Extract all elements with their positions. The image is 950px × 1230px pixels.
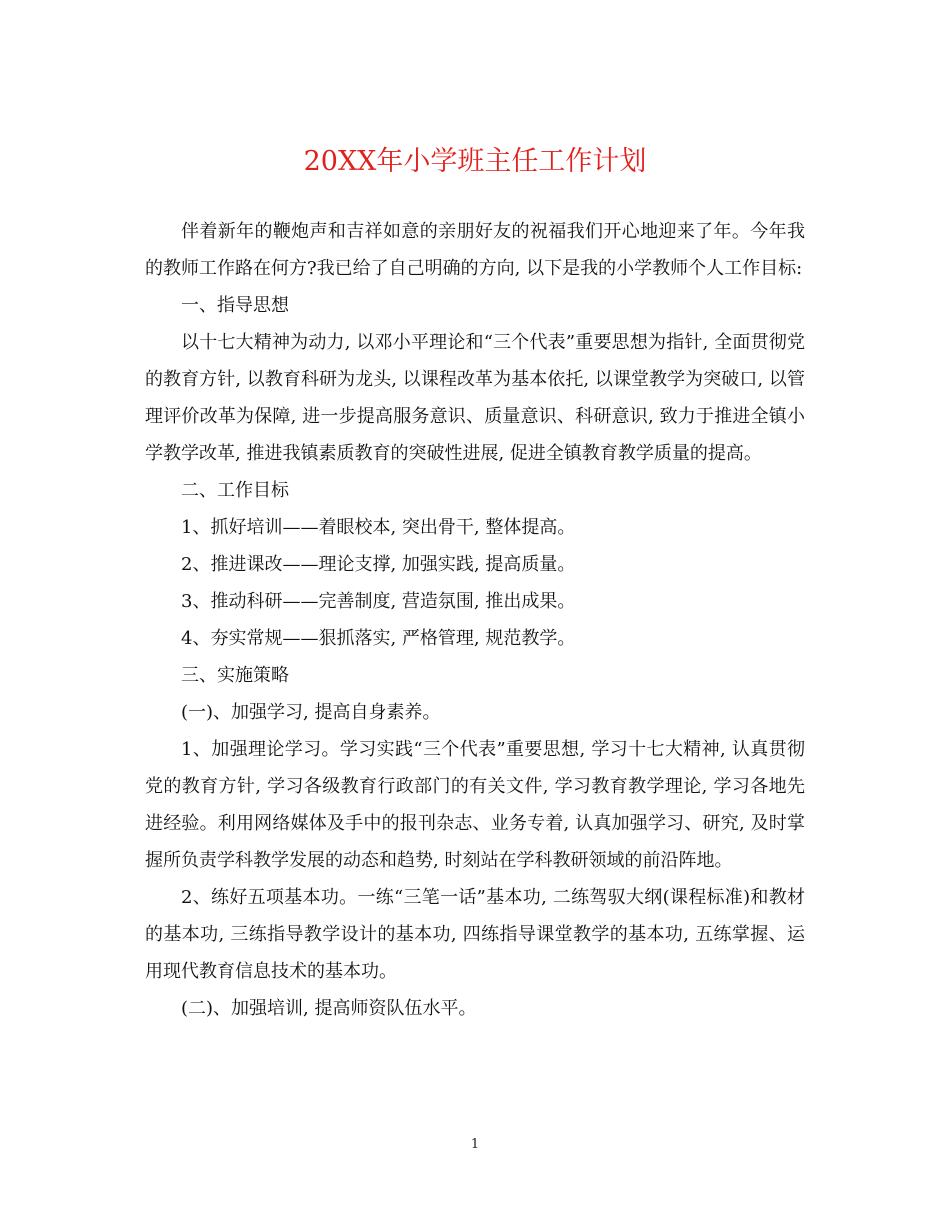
document-title: 20XX年小学班主任工作计划 <box>303 146 647 177</box>
goal-item: 1、抓好培训——着眼校本, 突出骨干, 整体提高。 <box>181 517 576 538</box>
section-heading-guiding-ideology: 一、指导思想 <box>181 295 289 316</box>
section-heading-work-goals: 二、工作目标 <box>181 480 289 501</box>
section-heading-strategies: 三、实施策略 <box>181 665 289 686</box>
subsection-heading: (二)、加强培训, 提高师资队伍水平。 <box>181 998 477 1019</box>
document-body <box>145 213 805 1027</box>
intro-paragraph: 伴着新年的鞭炮声和吉祥如意的亲朋好友的祝福我们开心地迎来了年。今年我的教师工作路在何方?我已给了自己明确的方向, 以下是我的小学教师个人工作目标: <box>145 221 805 279</box>
goal-item: 4、夯实常规——狠抓落实, 严格管理, 规范教学。 <box>181 628 576 649</box>
subsection-heading: (一)、加强学习, 提高自身素养。 <box>181 702 441 723</box>
guiding-ideology-paragraph: 以十七大精神为动力, 以邓小平理论和“三个代表”重要思想为指针, 全面贯彻党的教育方针, 以教育科研为龙头, 以课程改革为基本依托, 以课堂教学为突破口, 以管理评价改革为保障, 进一步提高服务意识、质量意识、科研意识, 致力于推进全镇小学教学改革, 推进我镇素质教育的突破性进展, 促进全镇教育教学质量的提高。 <box>145 332 805 464</box>
strategy-paragraph: 1、加强理论学习。学习实践“三个代表”重要思想, 学习十七大精神, 认真贯彻党的教育方针, 学习各级教育行政部门的有关文件, 学习教育教学理论, 学习各地先进经验。利用网络媒体及手中的报刊杂志、业务专着, 认真加强学习、研究, 及时掌握所负责学科教学发展的动态和趋势, 时刻站在学科教研领域的前沿阵地。 <box>145 739 805 871</box>
strategy-paragraph: 2、练好五项基本功。一练“三笔一话”基本功, 二练驾驭大纲(课程标准)和教材的基本功, 三练指导教学设计的基本功, 四练指导课堂教学的基本功, 五练掌握、运用现代教育信息技术的基本功。 <box>145 887 805 982</box>
goal-item: 3、推动科研——完善制度, 营造氛围, 推出成果。 <box>181 591 576 612</box>
goal-item: 2、推进课改——理论支撑, 加强实践, 提高质量。 <box>181 554 576 575</box>
page-number: 1 <box>470 1137 480 1152</box>
